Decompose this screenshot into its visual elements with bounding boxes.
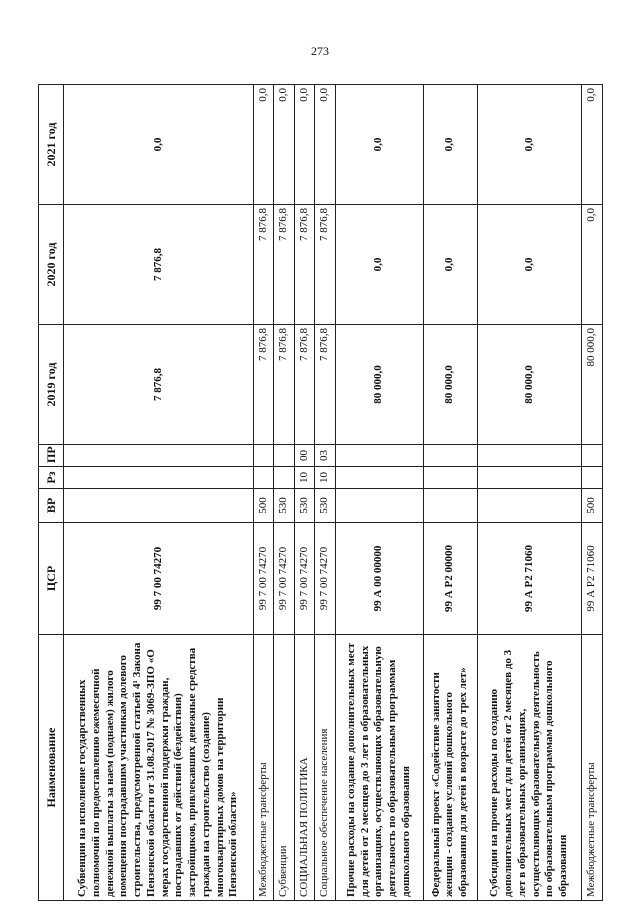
- row-rz: [254, 467, 274, 489]
- row-rz: 10: [294, 467, 314, 489]
- row-name: Федеральный проект «Содействие занятости женщин - создание условий дошкольного образования для детей в возрасте до трех лет»: [423, 635, 477, 901]
- row-vr: 530: [294, 489, 314, 523]
- table-header-row: [39, 85, 64, 901]
- row-2019: 7 876,8: [254, 325, 274, 445]
- row-vr: 500: [582, 489, 603, 523]
- row-rz: [477, 467, 582, 489]
- row-2021: 0,0: [582, 85, 603, 205]
- header-csr: ЦСР: [39, 523, 64, 635]
- row-2021: 0,0: [423, 85, 477, 205]
- row-pr: [274, 445, 294, 467]
- row-rz: [64, 467, 254, 489]
- row-pr: 00: [294, 445, 314, 467]
- header-2019: 2019 год: [39, 325, 64, 445]
- row-rz: 10: [315, 467, 335, 489]
- table-row: [274, 85, 294, 901]
- row-vr: [423, 489, 477, 523]
- row-pr: 03: [315, 445, 335, 467]
- row-2021: 0,0: [315, 85, 335, 205]
- header-vr: ВР: [39, 489, 64, 523]
- row-vr: [335, 489, 423, 523]
- row-pr: [254, 445, 274, 467]
- header-2020: 2020 год: [39, 205, 64, 325]
- row-2021: 0,0: [335, 85, 423, 205]
- row-2020: 7 876,8: [315, 205, 335, 325]
- table-row: [254, 85, 274, 901]
- row-csr: 99 А P2 71060: [477, 523, 582, 635]
- table-row: [315, 85, 335, 901]
- header-name: Наименование: [39, 635, 64, 901]
- row-name: Межбюджетные трансферты: [582, 635, 603, 901]
- row-2020: 7 876,8: [254, 205, 274, 325]
- row-csr: 99 7 00 74270: [315, 523, 335, 635]
- row-vr: [477, 489, 582, 523]
- row-vr: 530: [274, 489, 294, 523]
- row-2019: 80 000,0: [423, 325, 477, 445]
- row-pr: [64, 445, 254, 467]
- row-2021: 0,0: [477, 85, 582, 205]
- row-2019: 80 000,0: [477, 325, 582, 445]
- row-2021: 0,0: [294, 85, 314, 205]
- row-pr: [477, 445, 582, 467]
- row-name: СОЦИАЛЬНАЯ ПОЛИТИКА: [294, 635, 314, 901]
- row-vr: 530: [315, 489, 335, 523]
- table-row: [477, 85, 582, 901]
- row-2019: 80 000,0: [582, 325, 603, 445]
- row-csr: 99 7 00 74270: [64, 523, 254, 635]
- row-csr: 99 7 00 74270: [254, 523, 274, 635]
- header-2021: 2021 год: [39, 85, 64, 205]
- row-vr: [64, 489, 254, 523]
- row-name: Субвенции на исполнение государственных полномочий по предоставлению ежемесячной денежной выплаты за наем (поднаем) жилого помещения пострадавшим участникам долевого строительства, предусмотренной статьей 4¹ Закона Пензенской области от 31.08.2017 № 3069-ЗПО «О мерах государственной поддержки граждан, пострадавших от действий (бездействия) застройщиков, привлекавших денежные средства граждан на строительство (создание) многоквартирных домов на территории Пензенской области»: [64, 635, 254, 901]
- row-2019: 7 876,8: [294, 325, 314, 445]
- row-2019: 7 876,8: [64, 325, 254, 445]
- row-rz: [274, 467, 294, 489]
- row-name: Субвенции: [274, 635, 294, 901]
- row-rz: [582, 467, 603, 489]
- rotated-table-container: [38, 84, 603, 901]
- row-rz: [423, 467, 477, 489]
- row-2019: 80 000,0: [335, 325, 423, 445]
- header-rz: Рз: [39, 467, 64, 489]
- row-2020: 7 876,8: [274, 205, 294, 325]
- row-2019: 7 876,8: [274, 325, 294, 445]
- row-csr: 99 А 00 00000: [335, 523, 423, 635]
- table-row: [294, 85, 314, 901]
- row-name: Субсидии на прочие расходы по созданию дополнительных мест для детей от 2 месяцев до 3 лет в образовательных организациях, осуществляющих образовательную деятельность по образовательным программам дошкольного образования: [477, 635, 582, 901]
- row-2020: 0,0: [335, 205, 423, 325]
- row-2020: 0,0: [582, 205, 603, 325]
- row-vr: 500: [254, 489, 274, 523]
- row-name: Социальное обеспечение населения: [315, 635, 335, 901]
- budget-table: [38, 84, 603, 901]
- row-2020: 0,0: [477, 205, 582, 325]
- page-number: 273: [311, 44, 329, 58]
- row-csr: 99 7 00 74270: [274, 523, 294, 635]
- table-row: [335, 85, 423, 901]
- row-rz: [335, 467, 423, 489]
- row-2019: 7 876,8: [315, 325, 335, 445]
- row-csr: 99 А P2 00000: [423, 523, 477, 635]
- row-name: Межбюджетные трансферты: [254, 635, 274, 901]
- row-2020: 7 876,8: [294, 205, 314, 325]
- table-row: [423, 85, 477, 901]
- row-pr: [335, 445, 423, 467]
- row-csr: 99 А P2 71060: [582, 523, 603, 635]
- row-2021: 0,0: [254, 85, 274, 205]
- row-2020: 7 876,8: [64, 205, 254, 325]
- row-2021: 0,0: [274, 85, 294, 205]
- row-2021: 0,0: [64, 85, 254, 205]
- row-2020: 0,0: [423, 205, 477, 325]
- table-row: [582, 85, 603, 901]
- row-pr: [423, 445, 477, 467]
- row-csr: 99 7 00 74270: [294, 523, 314, 635]
- header-pr: ПР: [39, 445, 64, 467]
- row-pr: [582, 445, 603, 467]
- row-name: Прочие расходы на создание дополнительных мест для детей от 2 месяцев до 3 лет в образовательных организациях, осуществляющих образовательную деятельность по образовательным программам дошкольного образования: [335, 635, 423, 901]
- table-row: [64, 85, 254, 901]
